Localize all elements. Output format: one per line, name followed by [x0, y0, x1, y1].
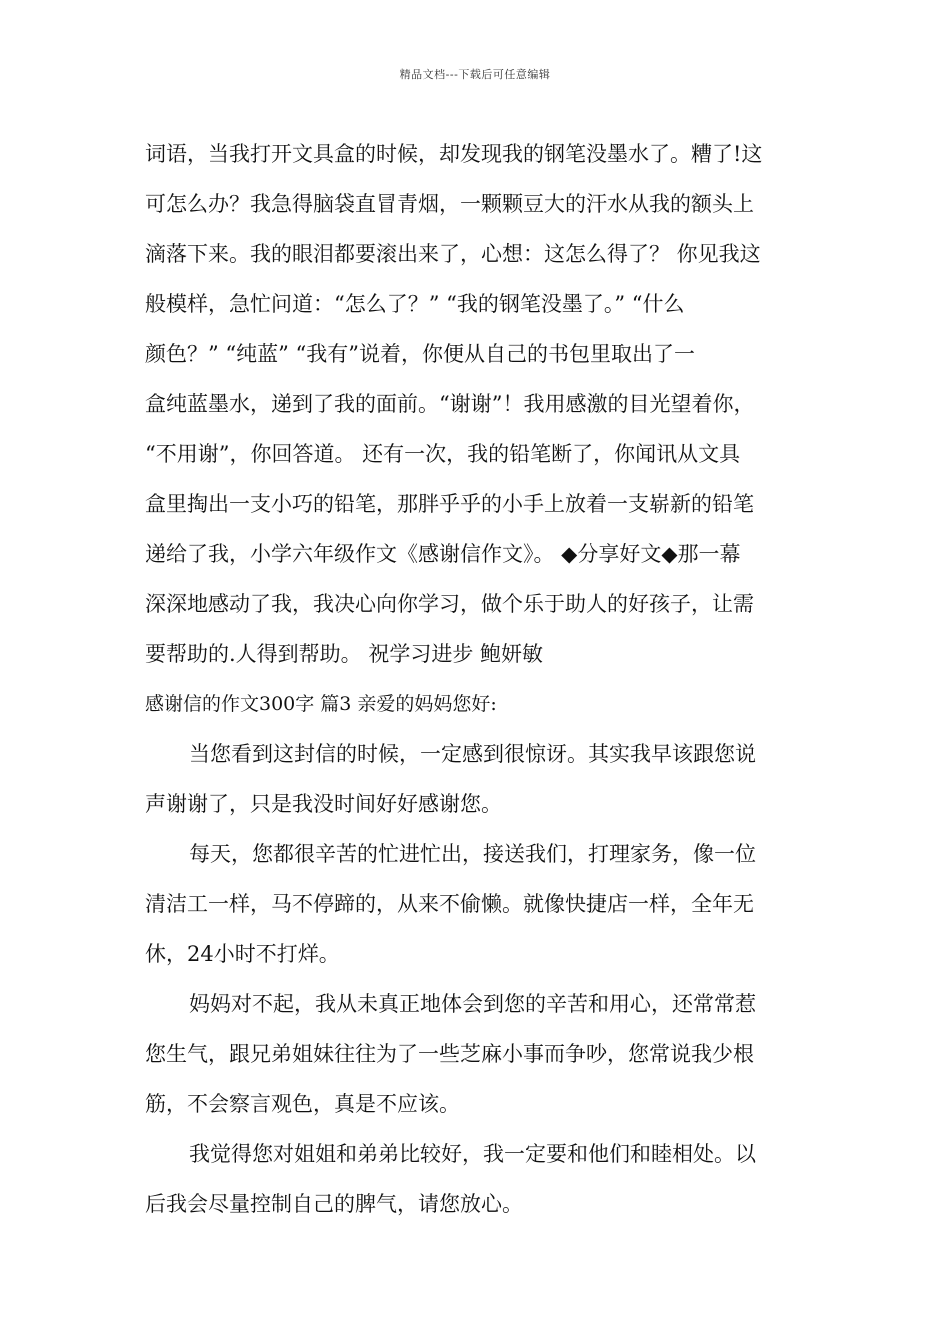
text-line: “不用谢”，你回答道。 还有一次，我的铅笔断了，你闻讯从文具 — [145, 442, 741, 466]
text-line: 递给了我，小学六年级作文《感谢信作文》。 ◆分享好文◆那一幕 — [145, 542, 741, 566]
text-line: 要帮助的.人得到帮助。 祝学习进步 鲍妍敏 — [145, 642, 544, 666]
text-line: 盒里掏出一支小巧的铅笔，那胖乎乎的小手上放着一支崭新的铅笔 — [145, 492, 754, 516]
text-line: 清洁工一样，马不停蹄的，从来不偷懒。就像快捷店一样，全年无 — [145, 892, 754, 916]
text-line: 盒纯蓝墨水，递到了我的面前。“谢谢”！我用感激的目光望着你， — [145, 392, 755, 416]
section-title-line: 感谢信的作文300字 篇3 亲爱的妈妈您好: — [145, 693, 497, 715]
text-line: 可怎么办？我急得脑袋直冒青烟，一颗颗豆大的汗水从我的额头上 — [145, 192, 754, 216]
text-line: 您生气，跟兄弟姐妹往往为了一些芝麻小事而争吵，您常说我少根 — [145, 1042, 754, 1066]
text-line: 滴落下来。我的眼泪都要滚出来了，心想：这怎么得了？ 你见我这 — [145, 242, 761, 266]
text-line: 声谢谢了，只是我没时间好好感谢您。 — [145, 792, 502, 816]
paragraph-first-line: 当您看到这封信的时候，一定感到很惊讶。其实我早该跟您说 — [189, 742, 756, 766]
text-line: 颜色？” “纯蓝” “我有”说着，你便从自己的书包里取出了一 — [145, 342, 696, 366]
paragraph-first-line: 每天，您都很辛苦的忙进忙出，接送我们，打理家务，像一位 — [189, 842, 756, 866]
paragraph-first-line: 我觉得您对姐姐和弟弟比较好，我一定要和他们和睦相处。以 — [189, 1142, 756, 1166]
text-line: 深深地感动了我，我决心向你学习，做个乐于助人的好孩子，让需 — [145, 592, 754, 616]
page-header: 精品文档---下载后可任意编辑 — [399, 68, 551, 81]
text-line: 后我会尽量控制自己的脾气，请您放心。 — [145, 1192, 523, 1216]
text-line: 词语，当我打开文具盒的时候，却发现我的钢笔没墨水了。糟了!这 — [145, 142, 763, 166]
text-line: 休，24小时不打烊。 — [145, 942, 340, 966]
text-line: 般模样，急忙问道：“怎么了？” “我的钢笔没墨了。” “什么 — [145, 292, 685, 316]
text-line: 筋，不会察言观色，真是不应该。 — [145, 1092, 460, 1116]
paragraph-first-line: 妈妈对不起，我从未真正地体会到您的辛苦和用心，还常常惹 — [189, 992, 756, 1016]
document-body — [145, 129, 815, 1229]
